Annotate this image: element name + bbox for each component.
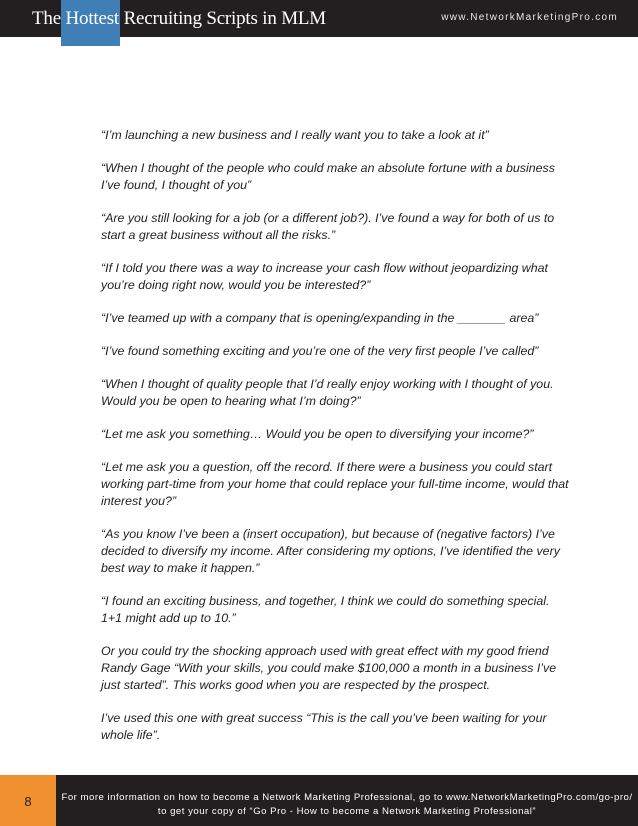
footer-line-1: For more information on how to become a Network Marketing Professional, go to www.NetworkMarketingPro.com/go-pro/ [61, 792, 633, 803]
scripts-list [101, 127, 571, 760]
title-highlight: Hottest [65, 8, 120, 29]
script-item: “I found an exciting business, and together, I think we could do something special. 1+1 might add up to 10.” [101, 594, 550, 625]
script-item: “Let me ask you a question, off the record. If there were a business you could start working part-time from your home that could replace your full-time income, would that interest you?” [101, 460, 569, 508]
title-rest: Recruiting Scripts in MLM [123, 8, 326, 29]
script-item: “I’m launching a new business and I really want you to take a look at it” [101, 128, 489, 142]
script-item: “When I thought of quality people that I’d really enjoy working with I thought of you. Would you be open to hearing what I’m doing?” [101, 377, 554, 408]
script-item: I’ve used this one with great success “This is the call you’ve been waiting for your whole life”. [101, 711, 547, 742]
script-item: “Are you still looking for a job (or a different job?). I’ve found a way for both of us to start a great business without all the risks.” [101, 211, 555, 242]
script-item: “I’ve found something exciting and you’re one of the very first people I’ve called” [101, 344, 539, 358]
page-number: 8 [24, 794, 32, 809]
footer-text [60, 791, 634, 819]
title-prefix: The [32, 8, 61, 29]
script-item: Or you could try the shocking approach used with great effect with my good friend Randy Gage “With your skills, you could make $100,000 a month in a business I’ve just started”. This works good when you are respected by the prospect. [101, 644, 557, 692]
script-item: “As you know I’ve been a (insert occupation), but because of (negative factors) I’ve decided to diversify my income. After considering my options, I’ve identified the very best way to make it happen.” [101, 527, 560, 575]
header-url: www.NetworkMarketingPro.com [441, 12, 618, 23]
footer-line-2: to get your copy of “Go Pro - How to become a Network Marketing Professional” [157, 806, 537, 817]
script-item: “Let me ask you something… Would you be open to diversifying your income?” [101, 427, 534, 441]
script-item: “I’ve teamed up with a company that is opening/expanding in the _______ area” [101, 311, 539, 325]
document-title [32, 8, 326, 30]
script-item: “When I thought of the people who could make an absolute fortune with a business I’ve found, I thought of you” [101, 161, 555, 192]
script-item: “If I told you there was a way to increase your cash flow without jeopardizing what you’re doing right now, would you be interested?” [101, 261, 548, 292]
